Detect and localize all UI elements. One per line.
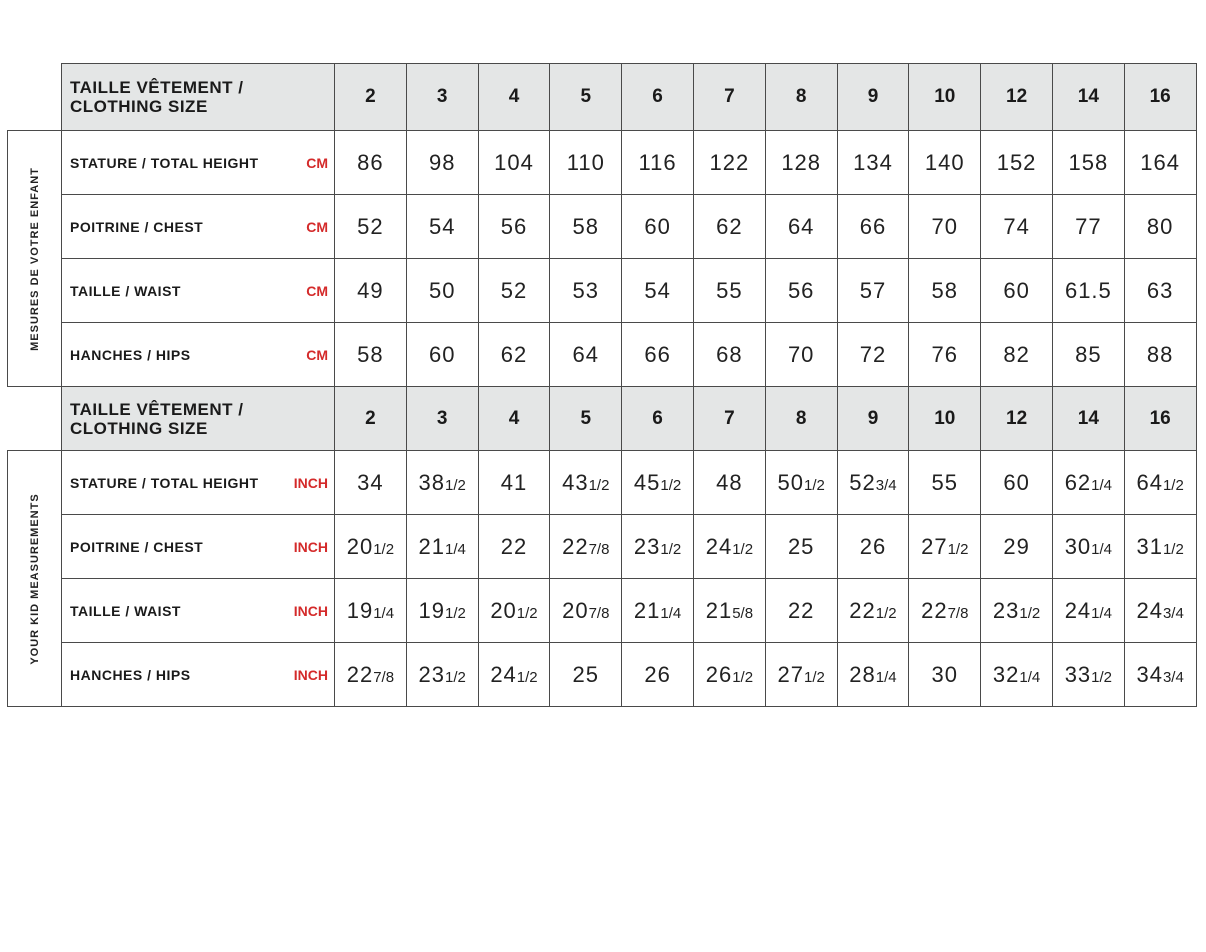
- fraction: 1/2: [803, 476, 825, 494]
- fraction: 1/2: [516, 668, 538, 686]
- measurement-value: 207/8: [550, 579, 622, 643]
- measurement-value: 57: [837, 259, 909, 323]
- measurement-value: 110: [550, 131, 622, 195]
- measurement-value: 52: [478, 259, 550, 323]
- fraction: 7/8: [588, 540, 610, 558]
- fraction: 1/4: [660, 604, 682, 622]
- measurement-name: HANCHES / HIPS: [70, 666, 191, 683]
- measurement-value: 22: [478, 515, 550, 579]
- measurement-value: 49: [335, 259, 407, 323]
- measurement-label-cell: [62, 131, 335, 195]
- size-header-cell: 7: [693, 387, 765, 451]
- fraction: 1/2: [660, 540, 682, 558]
- measurement-value: 201/2: [478, 579, 550, 643]
- size-header-cell: 6: [622, 64, 694, 131]
- clothing-size-header: TAILLE VÊTEMENT / CLOTHING SIZE: [62, 64, 335, 131]
- measurement-value: 66: [622, 323, 694, 387]
- fraction: 1/4: [445, 540, 466, 558]
- measurement-label-cell: [62, 579, 335, 643]
- measurement-value: 53: [550, 259, 622, 323]
- measurement-row: [8, 259, 1197, 323]
- fraction: 5/8: [732, 604, 754, 622]
- measurement-value: 211/4: [406, 515, 478, 579]
- measurement-value: 58: [909, 259, 981, 323]
- size-header-cell: 12: [981, 64, 1053, 131]
- measurement-label-wrap: [70, 219, 328, 235]
- size-header-cell: 3: [406, 64, 478, 131]
- measurement-value: 271/2: [909, 515, 981, 579]
- measurement-value: 61.5: [1052, 259, 1124, 323]
- measurement-value: 25: [550, 643, 622, 707]
- measurement-value: 451/2: [622, 451, 694, 515]
- measurement-label-wrap: [70, 667, 328, 683]
- measurement-value: 56: [765, 259, 837, 323]
- measurement-value: 62: [478, 323, 550, 387]
- measurement-value: 70: [765, 323, 837, 387]
- size-header-cell: 5: [550, 387, 622, 451]
- measurement-value: 621/4: [1052, 451, 1124, 515]
- measurement-label-cell: [62, 323, 335, 387]
- size-header-cell: 3: [406, 387, 478, 451]
- size-header-row-metric: [8, 64, 1197, 131]
- size-header-cell: 4: [478, 387, 550, 451]
- fraction: 3/4: [1162, 604, 1184, 622]
- measurement-value: 26: [622, 643, 694, 707]
- side-label-metric: MESURES DE VOTRE ENFANT: [28, 166, 41, 351]
- measurement-value: 431/2: [550, 451, 622, 515]
- measurement-name: POITRINE / CHEST: [70, 218, 204, 235]
- fraction: 1/2: [445, 668, 466, 686]
- measurement-value: 74: [981, 195, 1053, 259]
- measurement-value: 227/8: [335, 643, 407, 707]
- measurement-value: 343/4: [1124, 643, 1196, 707]
- measurement-value: 60: [406, 323, 478, 387]
- fraction: 1/2: [445, 604, 466, 622]
- fraction: 1/2: [516, 604, 538, 622]
- size-header-cell: 14: [1052, 387, 1124, 451]
- side-label-imperial: YOUR KID MEASUREMENTS: [28, 492, 41, 665]
- measurement-value: 523/4: [837, 451, 909, 515]
- measurement-value: 68: [693, 323, 765, 387]
- measurement-value: 64: [550, 323, 622, 387]
- fraction: 1/2: [588, 476, 610, 494]
- measurement-value: 60: [622, 195, 694, 259]
- measurement-value: 30: [909, 643, 981, 707]
- measurement-value: 62: [693, 195, 765, 259]
- measurement-value: 261/2: [693, 643, 765, 707]
- size-header-cell: 8: [765, 387, 837, 451]
- measurement-name: HANCHES / HIPS: [70, 346, 191, 363]
- unit-label: INCH: [293, 666, 328, 683]
- measurement-label-wrap: [70, 475, 328, 491]
- measurement-value: 311/2: [1124, 515, 1196, 579]
- fraction: 1/2: [373, 540, 395, 558]
- measurement-row: [8, 515, 1197, 579]
- fraction: 1/4: [1019, 668, 1041, 686]
- measurement-row: [8, 195, 1197, 259]
- size-header-cell: 6: [622, 387, 694, 451]
- unit-label: CM: [306, 282, 328, 299]
- measurement-value: 58: [335, 323, 407, 387]
- fraction: 1/2: [1162, 540, 1184, 558]
- measurement-value: 72: [837, 323, 909, 387]
- size-header-row-imperial: [8, 387, 1197, 451]
- size-header-cell: 12: [981, 387, 1053, 451]
- measurement-row: [8, 579, 1197, 643]
- measurement-value: 88: [1124, 323, 1196, 387]
- measurement-value: 29: [981, 515, 1053, 579]
- measurement-value: 215/8: [693, 579, 765, 643]
- measurement-value: 55: [909, 451, 981, 515]
- measurement-value: 56: [478, 195, 550, 259]
- unit-label: CM: [306, 154, 328, 171]
- measurement-value: 191/4: [335, 579, 407, 643]
- measurement-value: 241/2: [693, 515, 765, 579]
- measurement-label-wrap: [70, 347, 328, 363]
- measurement-value: 66: [837, 195, 909, 259]
- side-label-cell-metric: [8, 131, 62, 387]
- measurement-value: 54: [622, 259, 694, 323]
- measurement-row: [8, 323, 1197, 387]
- measurement-value: 231/2: [406, 643, 478, 707]
- measurement-value: 221/2: [837, 579, 909, 643]
- measurement-value: 122: [693, 131, 765, 195]
- size-header-cell: 4: [478, 64, 550, 131]
- fraction: 3/4: [1162, 668, 1184, 686]
- fraction: 1/2: [803, 668, 825, 686]
- measurement-value: 301/4: [1052, 515, 1124, 579]
- measurement-value: 25: [765, 515, 837, 579]
- measurement-value: 501/2: [765, 451, 837, 515]
- measurement-value: 128: [765, 131, 837, 195]
- size-header-cell: 9: [837, 64, 909, 131]
- measurement-value: 231/2: [981, 579, 1053, 643]
- measurement-value: 64: [765, 195, 837, 259]
- measurement-value: 48: [693, 451, 765, 515]
- measurement-value: 164: [1124, 131, 1196, 195]
- corner-blank: [8, 64, 62, 131]
- fraction: 7/8: [947, 604, 969, 622]
- fraction: 1/2: [660, 476, 682, 494]
- fraction: 1/4: [1091, 476, 1113, 494]
- measurement-value: 134: [837, 131, 909, 195]
- fraction: 1/2: [1019, 604, 1041, 622]
- size-header-cell: 8: [765, 64, 837, 131]
- fraction: 1/2: [445, 476, 466, 494]
- unit-label: CM: [306, 346, 328, 363]
- measurement-value: 227/8: [909, 579, 981, 643]
- measurement-row: [8, 451, 1197, 515]
- fraction: 1/2: [947, 540, 969, 558]
- measurement-value: 243/4: [1124, 579, 1196, 643]
- measurement-label-cell: [62, 259, 335, 323]
- measurement-value: 41: [478, 451, 550, 515]
- measurement-label-wrap: [70, 603, 328, 619]
- measurement-value: 116: [622, 131, 694, 195]
- measurement-value: 104: [478, 131, 550, 195]
- measurement-value: 58: [550, 195, 622, 259]
- measurement-value: 152: [981, 131, 1053, 195]
- measurement-value: 60: [981, 451, 1053, 515]
- measurement-value: 22: [765, 579, 837, 643]
- size-header-cell: 10: [909, 64, 981, 131]
- measurement-value: 50: [406, 259, 478, 323]
- size-header-cell: 7: [693, 64, 765, 131]
- fraction: 1/2: [1162, 476, 1184, 494]
- fraction: 1/2: [1091, 668, 1113, 686]
- unit-label: CM: [306, 218, 328, 235]
- size-header-cell: 16: [1124, 64, 1196, 131]
- unit-label: INCH: [293, 474, 328, 491]
- measurement-name: TAILLE / WAIST: [70, 282, 181, 299]
- fraction: 1/4: [373, 604, 395, 622]
- measurement-value: 77: [1052, 195, 1124, 259]
- measurement-label-wrap: [70, 155, 328, 171]
- measurement-value: 241/4: [1052, 579, 1124, 643]
- measurement-label-cell: [62, 515, 335, 579]
- measurement-value: 271/2: [765, 643, 837, 707]
- measurement-value: 55: [693, 259, 765, 323]
- measurement-label-cell: [62, 643, 335, 707]
- fraction: 1/2: [732, 540, 754, 558]
- fraction: 1/2: [875, 604, 897, 622]
- measurement-label-wrap: [70, 283, 328, 299]
- measurement-value: 140: [909, 131, 981, 195]
- fraction: 1/4: [1091, 604, 1113, 622]
- measurement-name: STATURE / TOTAL HEIGHT: [70, 154, 259, 171]
- measurement-row: [8, 643, 1197, 707]
- fraction: 7/8: [588, 604, 610, 622]
- fraction: 1/4: [875, 668, 897, 686]
- measurement-value: 80: [1124, 195, 1196, 259]
- measurement-value: 231/2: [622, 515, 694, 579]
- measurement-value: 85: [1052, 323, 1124, 387]
- clothing-size-header: TAILLE VÊTEMENT / CLOTHING SIZE: [62, 387, 335, 451]
- fraction: 1/2: [732, 668, 754, 686]
- measurement-value: 381/2: [406, 451, 478, 515]
- fraction: 3/4: [875, 476, 897, 494]
- measurement-value: 98: [406, 131, 478, 195]
- measurement-value: 321/4: [981, 643, 1053, 707]
- measurement-value: 86: [335, 131, 407, 195]
- measurement-value: 158: [1052, 131, 1124, 195]
- measurement-value: 241/2: [478, 643, 550, 707]
- measurement-value: 201/2: [335, 515, 407, 579]
- measurement-value: 211/4: [622, 579, 694, 643]
- fraction: 1/4: [1091, 540, 1113, 558]
- measurement-value: 70: [909, 195, 981, 259]
- measurement-value: 54: [406, 195, 478, 259]
- measurement-label-cell: [62, 451, 335, 515]
- fraction: 7/8: [373, 668, 395, 686]
- measurement-value: 52: [335, 195, 407, 259]
- measurement-name: STATURE / TOTAL HEIGHT: [70, 474, 259, 491]
- measurement-label-wrap: [70, 539, 328, 555]
- measurement-value: 60: [981, 259, 1053, 323]
- unit-label: INCH: [293, 602, 328, 619]
- unit-label: INCH: [293, 538, 328, 555]
- measurement-value: 34: [335, 451, 407, 515]
- size-header-cell: 9: [837, 387, 909, 451]
- measurement-name: TAILLE / WAIST: [70, 602, 181, 619]
- side-label-cell-imperial: [8, 451, 62, 707]
- measurement-value: 191/2: [406, 579, 478, 643]
- measurement-label-cell: [62, 195, 335, 259]
- corner-blank: [8, 387, 62, 451]
- size-header-cell: 14: [1052, 64, 1124, 131]
- size-header-cell: 5: [550, 64, 622, 131]
- size-header-cell: 16: [1124, 387, 1196, 451]
- measurement-value: 281/4: [837, 643, 909, 707]
- size-header-cell: 10: [909, 387, 981, 451]
- size-header-cell: 2: [335, 64, 407, 131]
- measurement-value: 641/2: [1124, 451, 1196, 515]
- size-chart-body: [8, 64, 1197, 707]
- measurement-row: [8, 131, 1197, 195]
- measurement-value: 331/2: [1052, 643, 1124, 707]
- measurement-value: 63: [1124, 259, 1196, 323]
- measurement-value: 82: [981, 323, 1053, 387]
- measurement-value: 227/8: [550, 515, 622, 579]
- measurement-value: 26: [837, 515, 909, 579]
- measurement-value: 76: [909, 323, 981, 387]
- measurement-name: POITRINE / CHEST: [70, 538, 204, 555]
- size-chart-table: [7, 63, 1197, 707]
- size-header-cell: 2: [335, 387, 407, 451]
